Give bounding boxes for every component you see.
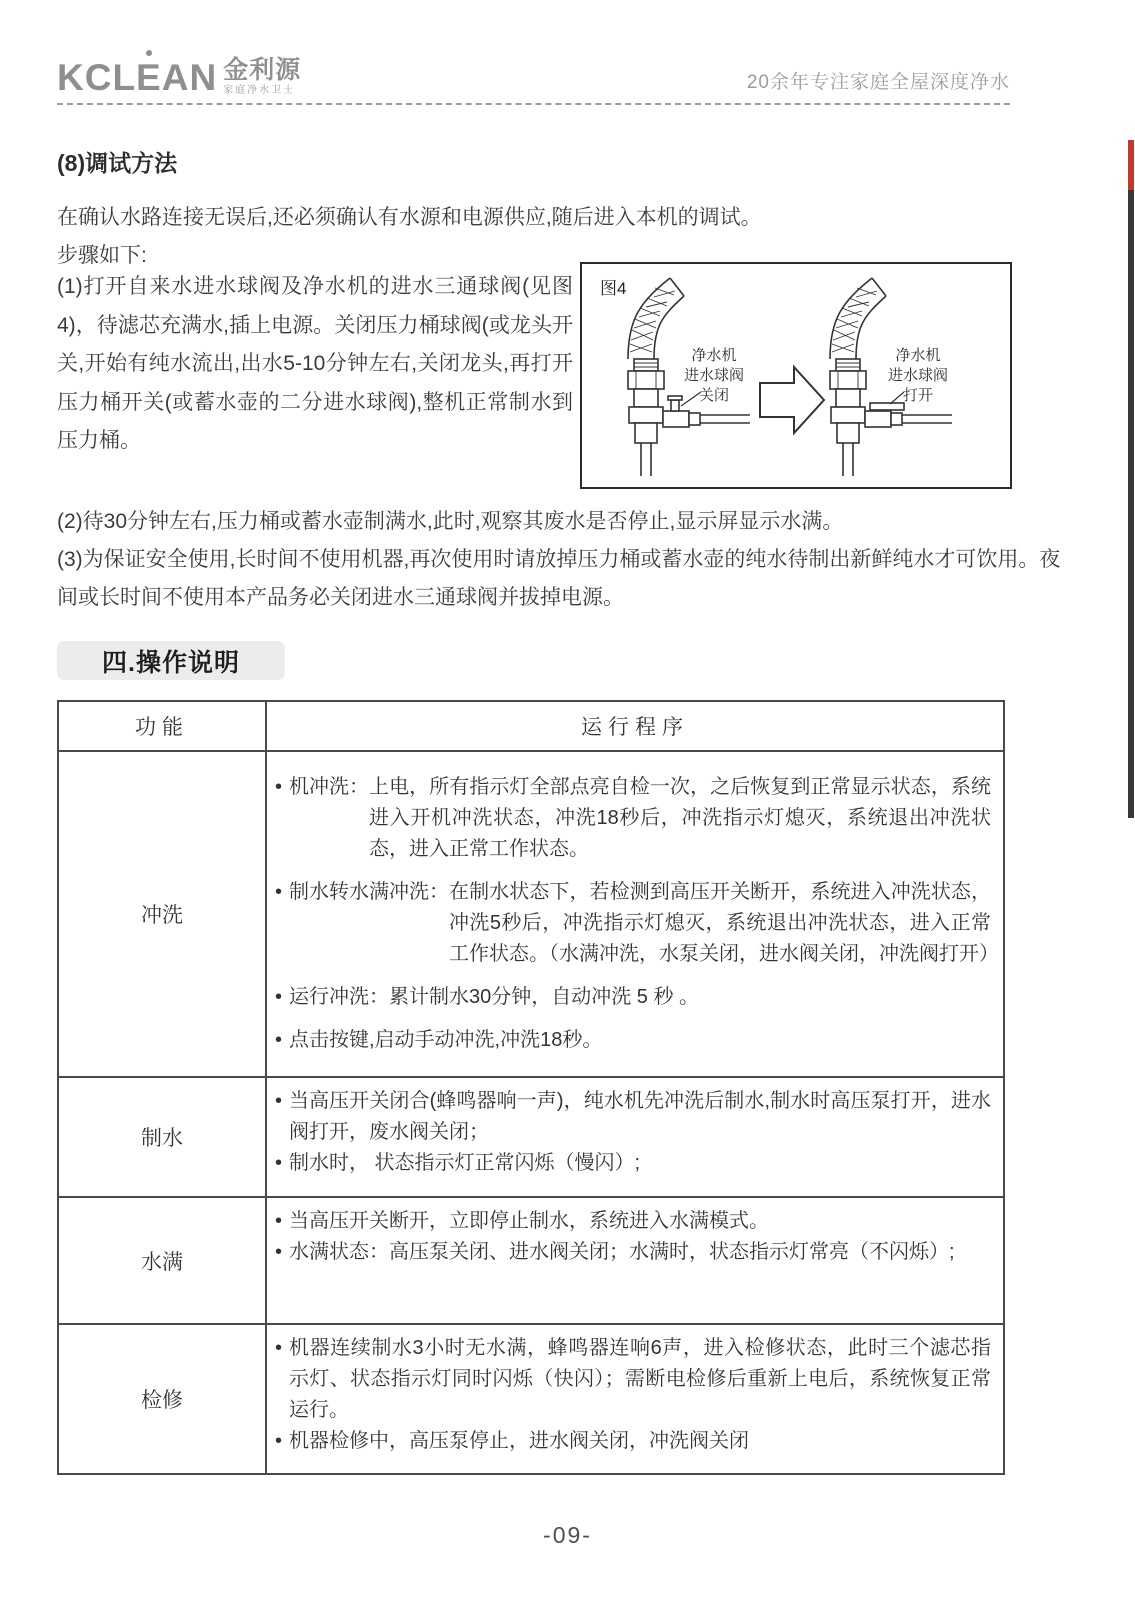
- bullet-text: 累计制水30分钟，自动冲洗 5 秒 。: [389, 986, 700, 1008]
- caption-line: 净水机: [691, 347, 737, 364]
- header-divider: [57, 103, 1010, 105]
- logo-text-part2: AN: [161, 57, 218, 98]
- caption-line: 关闭: [698, 387, 729, 404]
- brand-logo: [57, 58, 301, 96]
- bullet-dot: •: [275, 1090, 283, 1112]
- section8-steps-label: 步骤如下:: [57, 244, 147, 267]
- caption-line: 净水机: [895, 347, 941, 364]
- table-row-make-water: [59, 1076, 1003, 1196]
- bullet-item: [275, 1025, 991, 1056]
- section8-step2: (2)待30分钟左右,压力桶或蓄水壶制满水,此时,观察其废水是否停止,显示屏显示水满。: [57, 510, 844, 533]
- bullet-text: 在制水状态下，若检测到高压开关断开，系统进入冲洗状态，冲洗5秒后，冲洗指示灯熄灭，系统退出冲洗状态，进入正常工作状态。（水满冲洗，水泵关闭，进水阀关闭，冲洗阀打开）: [449, 881, 999, 965]
- section4-header-box: [57, 641, 285, 680]
- procedure-cell: [267, 1325, 1003, 1473]
- figure4-valve-diagram: [580, 262, 1012, 489]
- procedure-cell: [267, 752, 1003, 1076]
- edge-tab-dark: [1128, 190, 1134, 818]
- section8-title: (8)调试方法: [57, 150, 178, 176]
- bullet-dot: •: [275, 1430, 283, 1452]
- table-header-row: [59, 702, 1003, 750]
- section8-step3: (3)为保证安全使用,长时间不使用机器,再次使用时请放掉压力桶或蓄水壶的纯水待制出新鲜纯水才可饮用。夜间或长时间不使用本产品务必关闭进水三通球阀并拔掉电源。: [57, 548, 1061, 609]
- brand-logo-chinese: [223, 58, 301, 96]
- procedure-cell: [267, 1198, 1003, 1323]
- section4-title: 四.操作说明: [102, 648, 240, 677]
- bullet-item: [275, 877, 999, 970]
- bullet-label: 机冲洗：: [289, 776, 369, 798]
- logo-letter-e-with-dot: E: [136, 57, 162, 98]
- bullet-text: 当高压开关闭合(蜂鸣器响一声)，纯水机先冲洗后制水,制水时高压泵打开，进水阀打开，废水阀关闭；: [289, 1090, 991, 1143]
- section8-intro: 在确认水路连接无误后,还必须确认有水源和电源供应,随后进入本机的调试。: [57, 206, 762, 229]
- bullet-item: [275, 1148, 991, 1179]
- brand-slogan-small: 家庭净水卫士: [223, 85, 296, 96]
- table-row-flush: [59, 750, 1003, 1076]
- bullet-dot: •: [275, 881, 283, 903]
- bullet-item: [275, 982, 991, 1013]
- bullet-item: [275, 1237, 991, 1268]
- bullet-item: [275, 1206, 991, 1237]
- operation-table: [57, 700, 1005, 1475]
- bullet-dot: •: [275, 1241, 283, 1263]
- figure-label: 图4: [600, 279, 627, 298]
- bullet-text: 高压泵关闭、进水阀关闭；水满时，状态指示灯常亮（不闪烁）;: [389, 1241, 955, 1263]
- table-header-procedure: 运行程序: [581, 716, 689, 739]
- transition-arrow: [760, 367, 824, 433]
- function-cell: 冲洗: [59, 752, 267, 1076]
- bullet-dot: •: [275, 1210, 283, 1232]
- brand-name-chinese: 金利源: [223, 56, 302, 84]
- edge-tab-red: [1128, 140, 1134, 190]
- bullet-text: 上电，所有指示灯全部点亮自检一次，之后恢复到正常显示状态，系统进入开机冲洗状态，冲洗18秒后，冲洗指示灯熄灭，系统退出冲洗状态，进入正常工作状态。: [369, 776, 991, 860]
- bullet-label: 水满状态：: [289, 1241, 389, 1263]
- function-cell: 水满: [59, 1198, 267, 1323]
- caption-line: 进水球阀: [887, 367, 948, 384]
- page-number: -09-: [543, 1522, 592, 1548]
- bullet-dot: •: [275, 986, 283, 1008]
- page-header: [57, 48, 1010, 96]
- figure-caption-open: [868, 346, 968, 406]
- table-row-tank-full: [59, 1196, 1003, 1323]
- bullet-dot: •: [275, 1337, 283, 1359]
- bullet-item: [275, 1086, 991, 1148]
- bullet-dot: •: [275, 776, 283, 798]
- function-cell: 制水: [59, 1078, 267, 1196]
- bullet-text: 当高压开关断开，立即停止制水，系统进入水满模式。: [289, 1210, 769, 1232]
- bullet-item: [275, 772, 991, 865]
- bullet-item: [275, 1333, 991, 1426]
- table-header-function: 功能: [59, 702, 267, 750]
- figure-caption-closed: [664, 346, 764, 406]
- bullet-label: 制水转水满冲洗：: [289, 881, 449, 903]
- bullet-dot: •: [275, 1152, 283, 1174]
- bullet-text: 机器连续制水3小时无水满，蜂鸣器连响6声，进入检修状态，此时三个滤芯指示灯、状态指示灯同时闪烁（快闪）；需断电检修后重新上电后，系统恢复正常运行。: [289, 1337, 991, 1421]
- bullet-dot: •: [275, 1029, 283, 1051]
- function-cell: 检修: [59, 1325, 267, 1473]
- section8-step1: (1)打开自来水进水球阀及净水机的进水三通球阀(见图4)，待滤芯充满水,插上电源。关闭压力桶球阀(或龙头开关,开始有纯水流出,出水5-10分钟左右,关闭龙头,再打开压力桶开关(或蓄水壶的二分进水球阀),整机正常制水到压力桶。: [57, 275, 573, 452]
- bullet-label: 运行冲洗：: [289, 986, 389, 1008]
- bullet-text: 机器检修中，高压泵停止，进水阀关闭，冲洗阀关闭: [289, 1430, 749, 1452]
- bullet-text: 点击按键,启动手动冲洗,冲洗18秒。: [289, 1029, 603, 1051]
- bullet-text: 制水时， 状态指示灯正常闪烁（慢闪）;: [289, 1152, 641, 1174]
- header-tagline: 20余年专注家庭全屋深度净水: [746, 72, 1010, 93]
- caption-line: 打开: [902, 387, 933, 404]
- bullet-item: [275, 1426, 991, 1457]
- brand-logo-wordmark: [57, 59, 217, 96]
- table-row-maintenance: [59, 1323, 1003, 1473]
- caption-line: 进水球阀: [683, 367, 744, 384]
- logo-text-part1: KCL: [57, 57, 137, 98]
- procedure-cell: [267, 1078, 1003, 1196]
